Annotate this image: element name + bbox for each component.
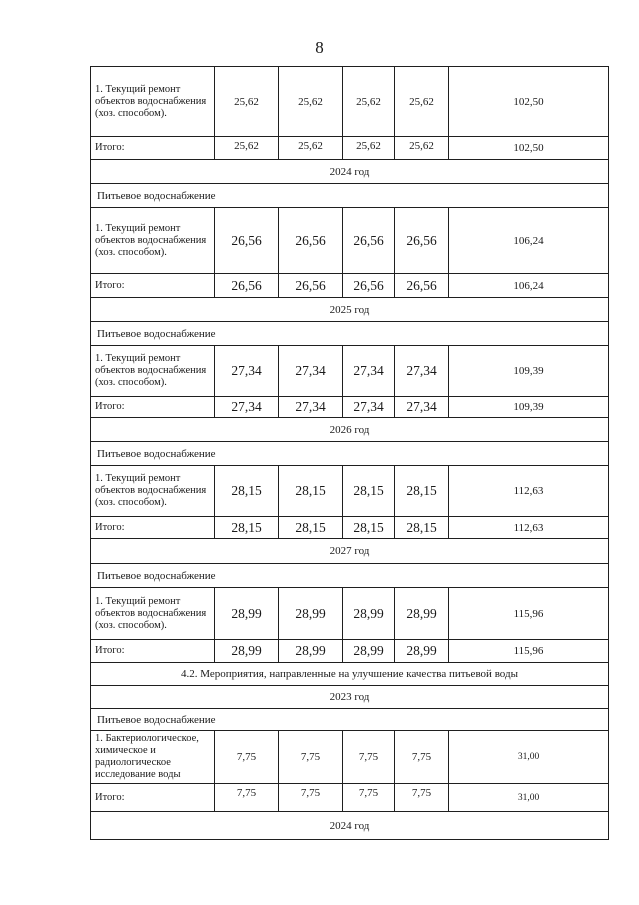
total-cell: 106,24 — [449, 208, 609, 274]
year-heading: 2024 год — [91, 812, 609, 840]
value-cell: 27,34 — [343, 397, 395, 418]
value-cell: 25,62 — [395, 67, 449, 137]
value-cell: 28,15 — [343, 466, 395, 517]
total-cell: 109,39 — [449, 346, 609, 397]
item-name: 1. Текущий ремонт объектов водоснабжения (хоз. способом). — [91, 346, 215, 397]
value-cell: 27,34 — [215, 346, 279, 397]
value-cell: 7,75 — [215, 784, 279, 812]
table-row — [91, 274, 609, 298]
value-cell: 28,15 — [279, 466, 343, 517]
year-heading: 2027 год — [91, 539, 609, 564]
section-title-row — [91, 663, 609, 686]
total-cell: 102,50 — [449, 67, 609, 137]
table-row — [91, 784, 609, 812]
subheader: Питьевое водоснабжение — [91, 709, 609, 731]
year-heading: 2023 год — [91, 686, 609, 709]
item-name: 1. Текущий ремонт объектов водоснабжения (хоз. способом). — [91, 67, 215, 137]
table-row — [91, 397, 609, 418]
year-row — [91, 418, 609, 442]
subheader-row — [91, 322, 609, 346]
value-cell: 26,56 — [215, 274, 279, 298]
year-row — [91, 539, 609, 564]
subheader: Питьевое водоснабжение — [91, 564, 609, 588]
table-row — [91, 346, 609, 397]
table-row — [91, 640, 609, 663]
value-cell: 25,62 — [279, 67, 343, 137]
value-cell: 7,75 — [395, 731, 449, 784]
value-cell: 27,34 — [215, 397, 279, 418]
subheader-row — [91, 442, 609, 466]
value-cell: 28,99 — [279, 588, 343, 640]
value-cell: 28,15 — [215, 466, 279, 517]
total-label: Итого: — [91, 137, 215, 160]
value-cell: 28,15 — [215, 517, 279, 539]
value-cell: 28,99 — [395, 640, 449, 663]
total-cell: 109,39 — [449, 397, 609, 418]
value-cell: 25,62 — [343, 67, 395, 137]
total-cell: 31,00 — [449, 731, 609, 784]
total-cell: 115,96 — [449, 588, 609, 640]
table-row — [91, 67, 609, 137]
item-name: 1. Текущий ремонт объектов водоснабжения (хоз. способом). — [91, 466, 215, 517]
total-label: Итого: — [91, 784, 215, 812]
value-cell: 25,62 — [215, 137, 279, 160]
total-label: Итого: — [91, 397, 215, 418]
value-cell: 25,62 — [215, 67, 279, 137]
value-cell: 28,15 — [395, 517, 449, 539]
value-cell: 28,99 — [215, 588, 279, 640]
value-cell: 26,56 — [279, 274, 343, 298]
value-cell: 7,75 — [343, 784, 395, 812]
value-cell: 25,62 — [343, 137, 395, 160]
value-cell: 26,56 — [343, 274, 395, 298]
value-cell: 27,34 — [395, 346, 449, 397]
section-title: 4.2. Мероприятия, направленные на улучшение качества питьевой воды — [91, 663, 609, 686]
item-name: 1. Текущий ремонт объектов водоснабжения (хоз. способом). — [91, 588, 215, 640]
value-cell: 28,99 — [279, 640, 343, 663]
table-row — [91, 731, 609, 784]
budget-table — [90, 66, 609, 840]
page-number: 8 — [315, 38, 324, 57]
value-cell: 28,15 — [343, 517, 395, 539]
table-row — [91, 137, 609, 160]
year-row — [91, 686, 609, 709]
total-cell: 31,00 — [449, 784, 609, 812]
year-row — [91, 298, 609, 322]
value-cell: 28,15 — [395, 466, 449, 517]
value-cell: 28,99 — [395, 588, 449, 640]
value-cell: 25,62 — [279, 137, 343, 160]
value-cell: 25,62 — [395, 137, 449, 160]
value-cell: 28,99 — [215, 640, 279, 663]
total-label: Итого: — [91, 274, 215, 298]
table-row — [91, 208, 609, 274]
subheader-row — [91, 564, 609, 588]
subheader-row — [91, 184, 609, 208]
subheader: Питьевое водоснабжение — [91, 442, 609, 466]
total-cell: 112,63 — [449, 517, 609, 539]
value-cell: 27,34 — [343, 346, 395, 397]
year-row — [91, 812, 609, 840]
total-label: Итого: — [91, 640, 215, 663]
value-cell: 26,56 — [215, 208, 279, 274]
subheader-row — [91, 709, 609, 731]
item-name: 1. Бактериологическое, химическое и радиологическое исследование воды — [91, 731, 215, 784]
total-cell: 106,24 — [449, 274, 609, 298]
table-row — [91, 517, 609, 539]
total-cell: 112,63 — [449, 466, 609, 517]
value-cell: 27,34 — [279, 397, 343, 418]
value-cell: 7,75 — [215, 731, 279, 784]
year-heading: 2026 год — [91, 418, 609, 442]
item-name: 1. Текущий ремонт объектов водоснабжения (хоз. способом). — [91, 208, 215, 274]
total-cell: 115,96 — [449, 640, 609, 663]
table-row — [91, 588, 609, 640]
value-cell: 26,56 — [395, 274, 449, 298]
value-cell: 7,75 — [343, 731, 395, 784]
year-heading: 2024 год — [91, 160, 609, 184]
value-cell: 7,75 — [279, 731, 343, 784]
year-row — [91, 160, 609, 184]
value-cell: 26,56 — [395, 208, 449, 274]
table-row — [91, 466, 609, 517]
subheader: Питьевое водоснабжение — [91, 322, 609, 346]
value-cell: 26,56 — [279, 208, 343, 274]
value-cell: 28,15 — [279, 517, 343, 539]
value-cell: 27,34 — [395, 397, 449, 418]
value-cell: 26,56 — [343, 208, 395, 274]
value-cell: 28,99 — [343, 588, 395, 640]
year-heading: 2025 год — [91, 298, 609, 322]
value-cell: 7,75 — [395, 784, 449, 812]
total-label: Итого: — [91, 517, 215, 539]
subheader: Питьевое водоснабжение — [91, 184, 609, 208]
value-cell: 27,34 — [279, 346, 343, 397]
value-cell: 28,99 — [343, 640, 395, 663]
value-cell: 7,75 — [279, 784, 343, 812]
total-cell: 102,50 — [449, 137, 609, 160]
